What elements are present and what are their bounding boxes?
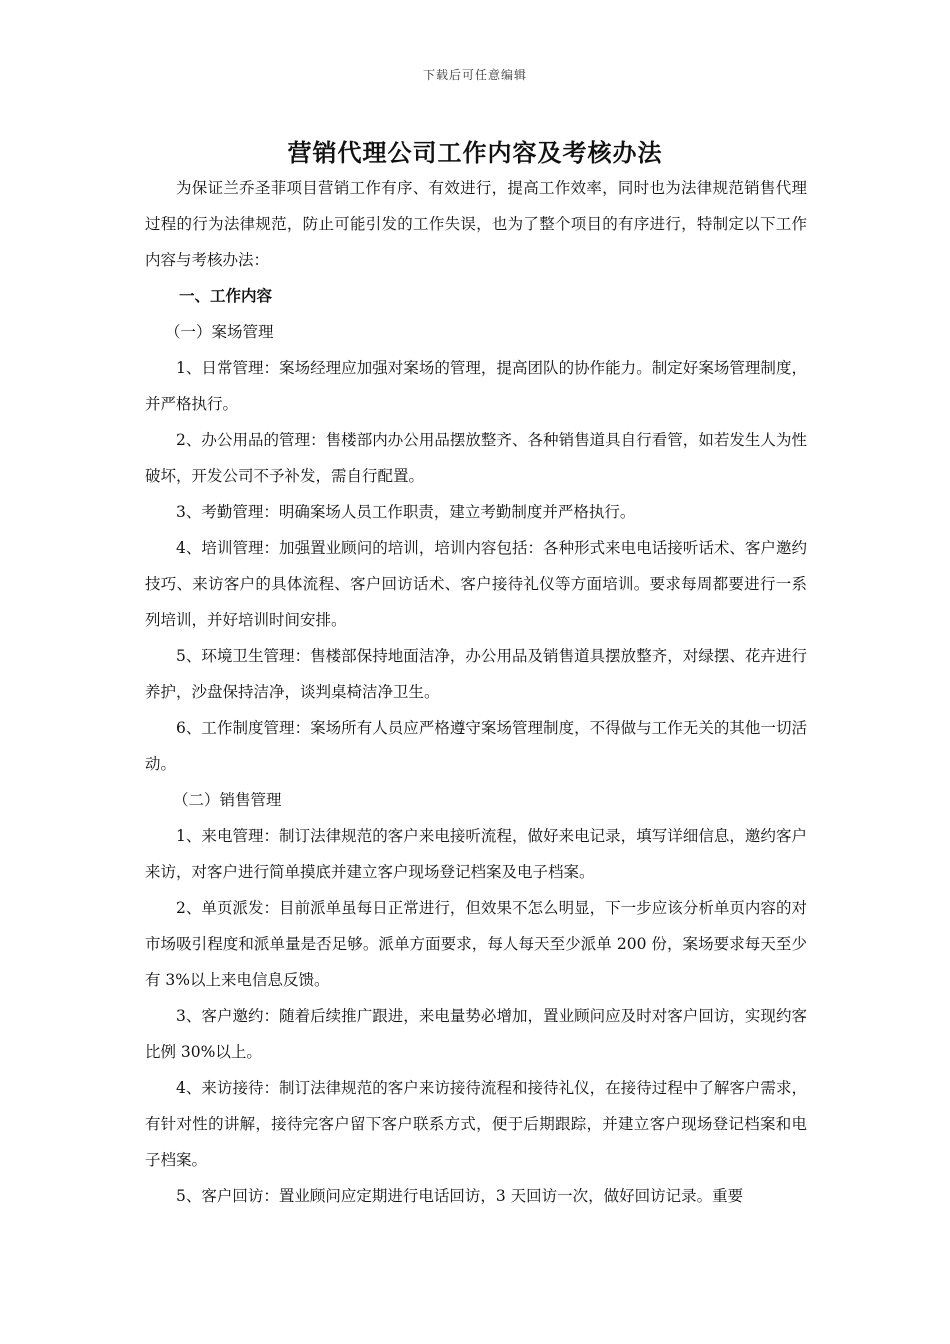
header-note: 下载后可任意编辑 <box>422 68 527 82</box>
list-item: 2、办公用品的管理：售楼部内办公用品摆放整齐、各种销售道具自行看管，如若发生人为性破坏，开发公司不予补发，需自行配置。 <box>145 431 807 485</box>
list-item: 1、日常管理：案场经理应加强对案场的管理，提高团队的协作能力。制定好案场管理制度，并严格执行。 <box>145 359 807 413</box>
subsection-heading-sales-management: （二）销售管理 <box>173 791 282 809</box>
intro-paragraph: 为保证兰乔圣菲项目营销工作有序、有效进行，提高工作效率，同时也为法律规范销售代理过程的行为法律规范，防止可能引发的工作失误，也为了整个项目的有序进行，特制定以下工作内容与考核办法： <box>145 179 807 269</box>
list-item: 4、来访接待：制订法律规范的客户来访接待流程和接待礼仪，在接待过程中了解客户需求，有针对性的讲解，接待完客户留下客户联系方式，便于后期跟踪，并建立客户现场登记档案和电子档案。 <box>145 1079 807 1169</box>
list-item: 5、环境卫生管理：售楼部保持地面洁净，办公用品及销售道具摆放整齐，对绿摆、花卉进行养护，沙盘保持洁净，谈判桌椅洁净卫生。 <box>145 647 807 701</box>
list-item: 1、来电管理：制订法律规范的客户来电接听流程，做好来电记录，填写详细信息，邀约客户来访，对客户进行简单摸底并建立客户现场登记档案及电子档案。 <box>145 827 807 881</box>
list-item: 3、客户邀约：随着后续推广跟进，来电量势必增加，置业顾问应及时对客户回访，实现约客比例 30%以上。 <box>145 1007 807 1061</box>
subsection-heading-site-management: （一）案场管理 <box>165 323 274 341</box>
list-item: 2、单页派发：目前派单虽每日正常进行，但效果不怎么明显，下一步应该分析单页内容的对市场吸引程度和派单量是否足够。派单方面要求，每人每天至少派单 200 份，案场要求每天至少有 3%以上来电信息反馈。 <box>145 899 807 989</box>
list-item: 4、培训管理：加强置业顾问的培训，培训内容包括：各种形式来电电话接听话术、客户邀约技巧、来访客户的具体流程、客户回访话术、客户接待礼仪等方面培训。要求每周都要进行一系列培训，并好培训时间安排。 <box>145 539 807 629</box>
list-item: 5、客户回访：置业顾问应定期进行电话回访，3 天回访一次，做好回访记录。重要 <box>176 1187 744 1205</box>
section-heading-work-content: 一、工作内容 <box>179 286 273 305</box>
list-item: 3、考勤管理：明确案场人员工作职责，建立考勤制度并严格执行。 <box>176 503 636 521</box>
document-body <box>145 170 807 1214</box>
document-title: 营销代理公司工作内容及考核办法 <box>287 138 663 167</box>
list-item: 6、工作制度管理：案场所有人员应严格遵守案场管理制度，不得做与工作无关的其他一切活动。 <box>145 719 807 773</box>
